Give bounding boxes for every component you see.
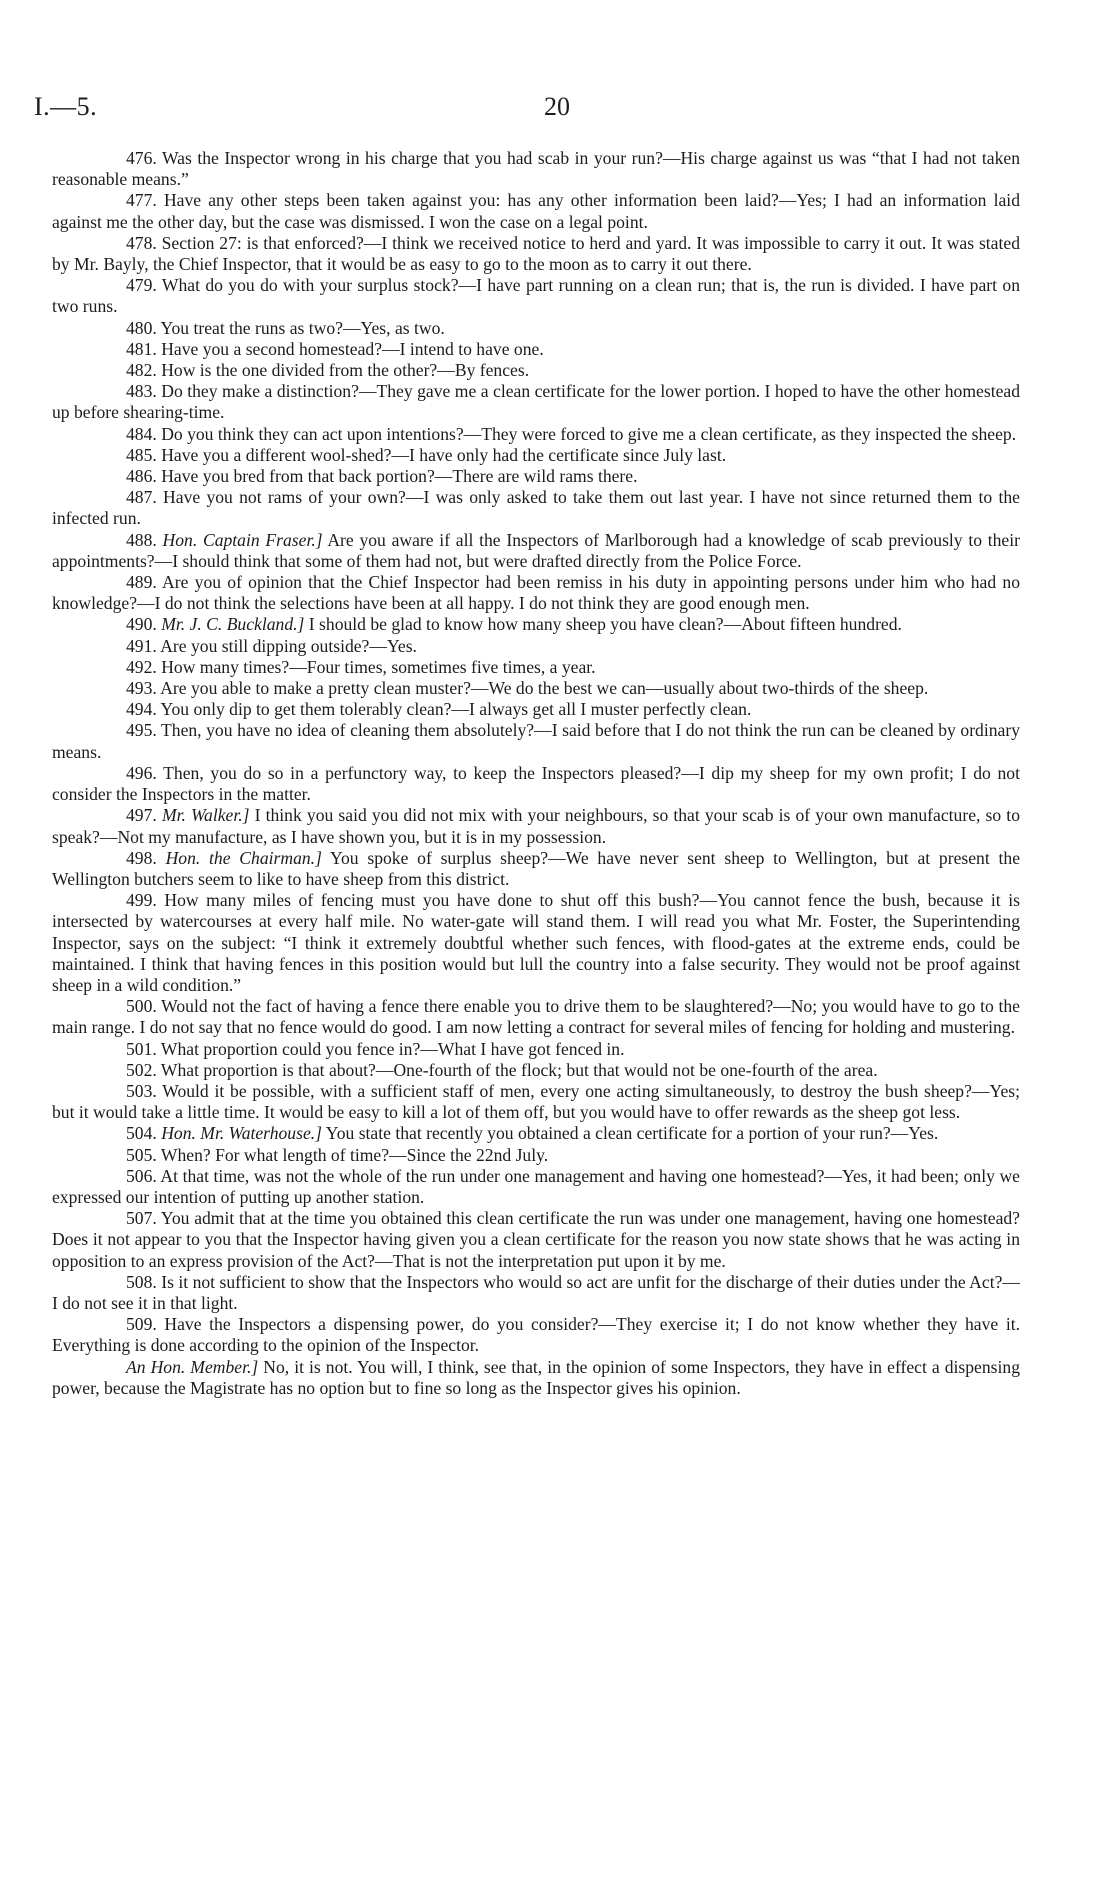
paragraph-text: 499. How many miles of fencing must you have done to shut off this bush?—You cannot fence the bush, because it is intersected by watercourses at every half mile. No water-gate will stand them. I will read you what Mr. Foster, the Superintending Inspector, says on the subject: “I think it extremely doubtful whether such fences, with flood-gates at the extreme ends, could be maintained. I think that having fences in this position would but lull the country into a false security. They would not be proof against sheep in a wild condition.”: [52, 890, 1020, 995]
paragraph-text: 477. Have any other steps been taken against you: has any other information been laid?—Yes; I had an information laid against me the other day, but the case was dismissed. I won the case on a legal point.: [52, 190, 1020, 232]
question-paragraph: [52, 1123, 1020, 1144]
paragraph-text: 496. Then, you do so in a perfunctory way, to keep the Inspectors pleased?—I dip my sheep for my own profit; I do not consider the Inspectors in the matter.: [52, 762, 1020, 805]
question-number: 504.: [126, 1123, 157, 1144]
question-paragraph: [52, 1145, 1020, 1166]
page-number: 20: [544, 92, 570, 121]
question-number: 488.: [126, 529, 157, 550]
question-paragraph: [52, 657, 1020, 678]
question-paragraph: [52, 572, 1020, 614]
paragraph-text: 492. How many times?—Four times, sometimes five times, a year.: [126, 656, 596, 677]
question-paragraph: [52, 1166, 1020, 1208]
speaker-name: Mr. J. C. Buckland.]: [161, 614, 305, 635]
paragraph-text: 507. You admit that at the time you obtained this clean certificate the run was under one management, having one homestead? Does it not appear to you that the Inspector having given you a clean certificate for the reason you now state shows that he was acting in opposition to an express provision of the Act?—That is not the interpretation put upon it by me.: [52, 1208, 1020, 1271]
speaker-name: Hon. Mr. Waterhouse.]: [161, 1123, 323, 1144]
paragraph-text: 509. Have the Inspectors a dispensing power, do you consider?—They exercise it; I do not know whether they have it. Everything is done according to the opinion of the Inspector.: [52, 1314, 1020, 1356]
question-paragraph: [52, 381, 1020, 423]
question-paragraph: [52, 1314, 1020, 1356]
question-paragraph: [52, 614, 1020, 635]
question-paragraph: [52, 678, 1020, 699]
question-paragraph: [52, 763, 1020, 805]
paragraph-text: 486. Have you bred from that back portion?—There are wild rams there.: [126, 466, 638, 487]
question-paragraph: [52, 445, 1020, 466]
paragraph-text: 479. What do you do with your surplus stock?—I have part running on a clean run; that is, the run is divided. I have part on two runs.: [52, 275, 1020, 317]
question-paragraph: [52, 360, 1020, 381]
paragraph-text: 503. Would it be possible, with a sufficient staff of men, every one acting simultaneously, to destroy the bush sheep?—Yes; but it would take a little time. It would be easy to kill a lot of them off, but you would have to offer rewards as the sheep got less.: [52, 1080, 1020, 1123]
question-paragraph: [52, 636, 1020, 657]
paragraph-text: 502. What proportion is that about?—One-fourth of the flock; but that would not be one-fourth of the area.: [126, 1059, 878, 1080]
paragraph-text: You spoke of surplus sheep?—We have never sent sheep to Wellington, but at present the Wellington butchers seem to like to have sheep from this district.: [52, 847, 1020, 889]
paragraph-text: 478. Section 27: is that enforced?—I think we received notice to herd and yard. It was impossible to carry it out. It was stated by Mr. Bayly, the Chief Inspector, that it would be as easy to go to the moon as to carry it out there.: [52, 232, 1020, 275]
question-paragraph: [52, 275, 1020, 317]
paragraph-text: 480. You treat the runs as two?—Yes, as two.: [126, 317, 445, 338]
question-paragraph: [52, 1357, 1020, 1399]
paragraph-text: 489. Are you of opinion that the Chief Inspector had been remiss in his duty in appointing persons under him who had no knowledge?—I do not think the selections have been at all happy. I do not think they are good enough men.: [52, 572, 1020, 614]
question-paragraph: [52, 148, 1020, 190]
paragraph-text: 501. What proportion could you fence in?—What I have got fenced in.: [126, 1038, 625, 1059]
paragraph-text: 500. Would not the fact of having a fence there enable you to drive them to be slaughtered?—No; you would have to go to the main range. I do not say that no fence would do good. I am now letting a contract for several miles of fencing for holding and mustering.: [52, 996, 1020, 1038]
paragraph-text: 495. Then, you have no idea of cleaning them absolutely?—I said before that I do not think the run can be cleaned by ordinary means.: [52, 720, 1020, 762]
paragraph-text: 482. How is the one divided from the other?—By fences.: [126, 360, 530, 381]
paragraph-text: 485. Have you a different wool-shed?—I have only had the certificate since July last.: [126, 444, 727, 465]
question-paragraph: [52, 424, 1020, 445]
paragraph-text: 494. You only dip to get them tolerably clean?—I always get all I muster perfectly clean.: [126, 699, 752, 720]
question-paragraph: [52, 487, 1020, 529]
paragraph-text: 481. Have you a second homestead?—I intend to have one.: [126, 338, 544, 359]
paragraph-text: I should be glad to know how many sheep you have clean?—About fifteen hundred.: [304, 614, 902, 635]
speaker-name: Mr. Walker.]: [161, 805, 250, 826]
question-number: 490.: [126, 614, 157, 635]
question-paragraph: [52, 805, 1020, 847]
question-paragraph: [52, 1039, 1020, 1060]
paragraph-text: 487. Have you not rams of your own?—I was only asked to take them out last year. I have not since returned them to the infected run.: [52, 487, 1020, 529]
page-header: [34, 92, 1034, 126]
question-paragraph: [52, 890, 1020, 996]
paragraph-text: Are you aware if all the Inspectors of Marlborough had a knowledge of scab previously to their appointments?—I should think that some of them had not, but were drafted directly from the Police Force.: [52, 529, 1020, 571]
question-paragraph: [52, 996, 1020, 1038]
question-paragraph: [52, 720, 1020, 762]
paragraph-text: 484. Do you think they can act upon intentions?—They were forced to give me a clean certificate, as they inspected the sheep.: [126, 423, 1017, 444]
paragraph-text: 508. Is it not sufficient to show that the Inspectors who would so act are unfit for the discharge of their duties under the Act?—I do not see it in that light.: [52, 1271, 1020, 1313]
question-number: 498.: [126, 847, 157, 868]
speaker-name: Hon. Captain Fraser.]: [162, 529, 323, 550]
question-paragraph: [52, 1208, 1020, 1272]
speaker-name: Hon. the Chairman.]: [165, 847, 322, 868]
question-paragraph: [52, 1272, 1020, 1314]
paragraph-text: I think you said you did not mix with your neighbours, so that your scab is of your own manufacture, so to speak?—Not my manufacture, as I have shown you, but it is in my possession.: [52, 805, 1020, 847]
question-paragraph: [52, 699, 1020, 720]
question-paragraph: [52, 530, 1020, 572]
evidence-text: [52, 148, 1020, 1399]
question-paragraph: [52, 848, 1020, 890]
question-paragraph: [52, 233, 1020, 275]
question-paragraph: [52, 1060, 1020, 1081]
question-paragraph: [52, 318, 1020, 339]
paragraph-text: 491. Are you still dipping outside?—Yes.: [126, 635, 417, 656]
question-paragraph: [52, 339, 1020, 360]
paragraph-text: No, it is not. You will, I think, see that, in the opinion of some Inspectors, they have in effect a dispensing power, because the Magistrate has no option but to fine so long as the Inspector gives his opinion.: [52, 1356, 1020, 1398]
paragraph-text: 476. Was the Inspector wrong in his charge that you had scab in your run?—His charge against us was “that I had not taken reasonable means.”: [52, 148, 1020, 190]
document-reference: I.—5.: [34, 92, 98, 121]
paragraph-text: 493. Are you able to make a pretty clean muster?—We do the best we can—usually about two-thirds of the sheep.: [126, 678, 929, 699]
question-number: 497.: [126, 805, 157, 826]
question-paragraph: [52, 466, 1020, 487]
paragraph-text: 506. At that time, was not the whole of the run under one management and having one homestead?—Yes, it had been; only we expressed our intention of putting up another station.: [52, 1165, 1020, 1207]
speaker-name: An Hon. Member.]: [126, 1356, 259, 1377]
paragraph-text: 505. When? For what length of time?—Since the 22nd July.: [126, 1144, 549, 1165]
question-paragraph: [52, 1081, 1020, 1123]
question-paragraph: [52, 190, 1020, 232]
paragraph-text: 483. Do they make a distinction?—They gave me a clean certificate for the lower portion. I hoped to have the other homestead up before shearing-time.: [52, 381, 1020, 423]
paragraph-text: You state that recently you obtained a clean certificate for a portion of your run?—Yes.: [322, 1123, 939, 1144]
